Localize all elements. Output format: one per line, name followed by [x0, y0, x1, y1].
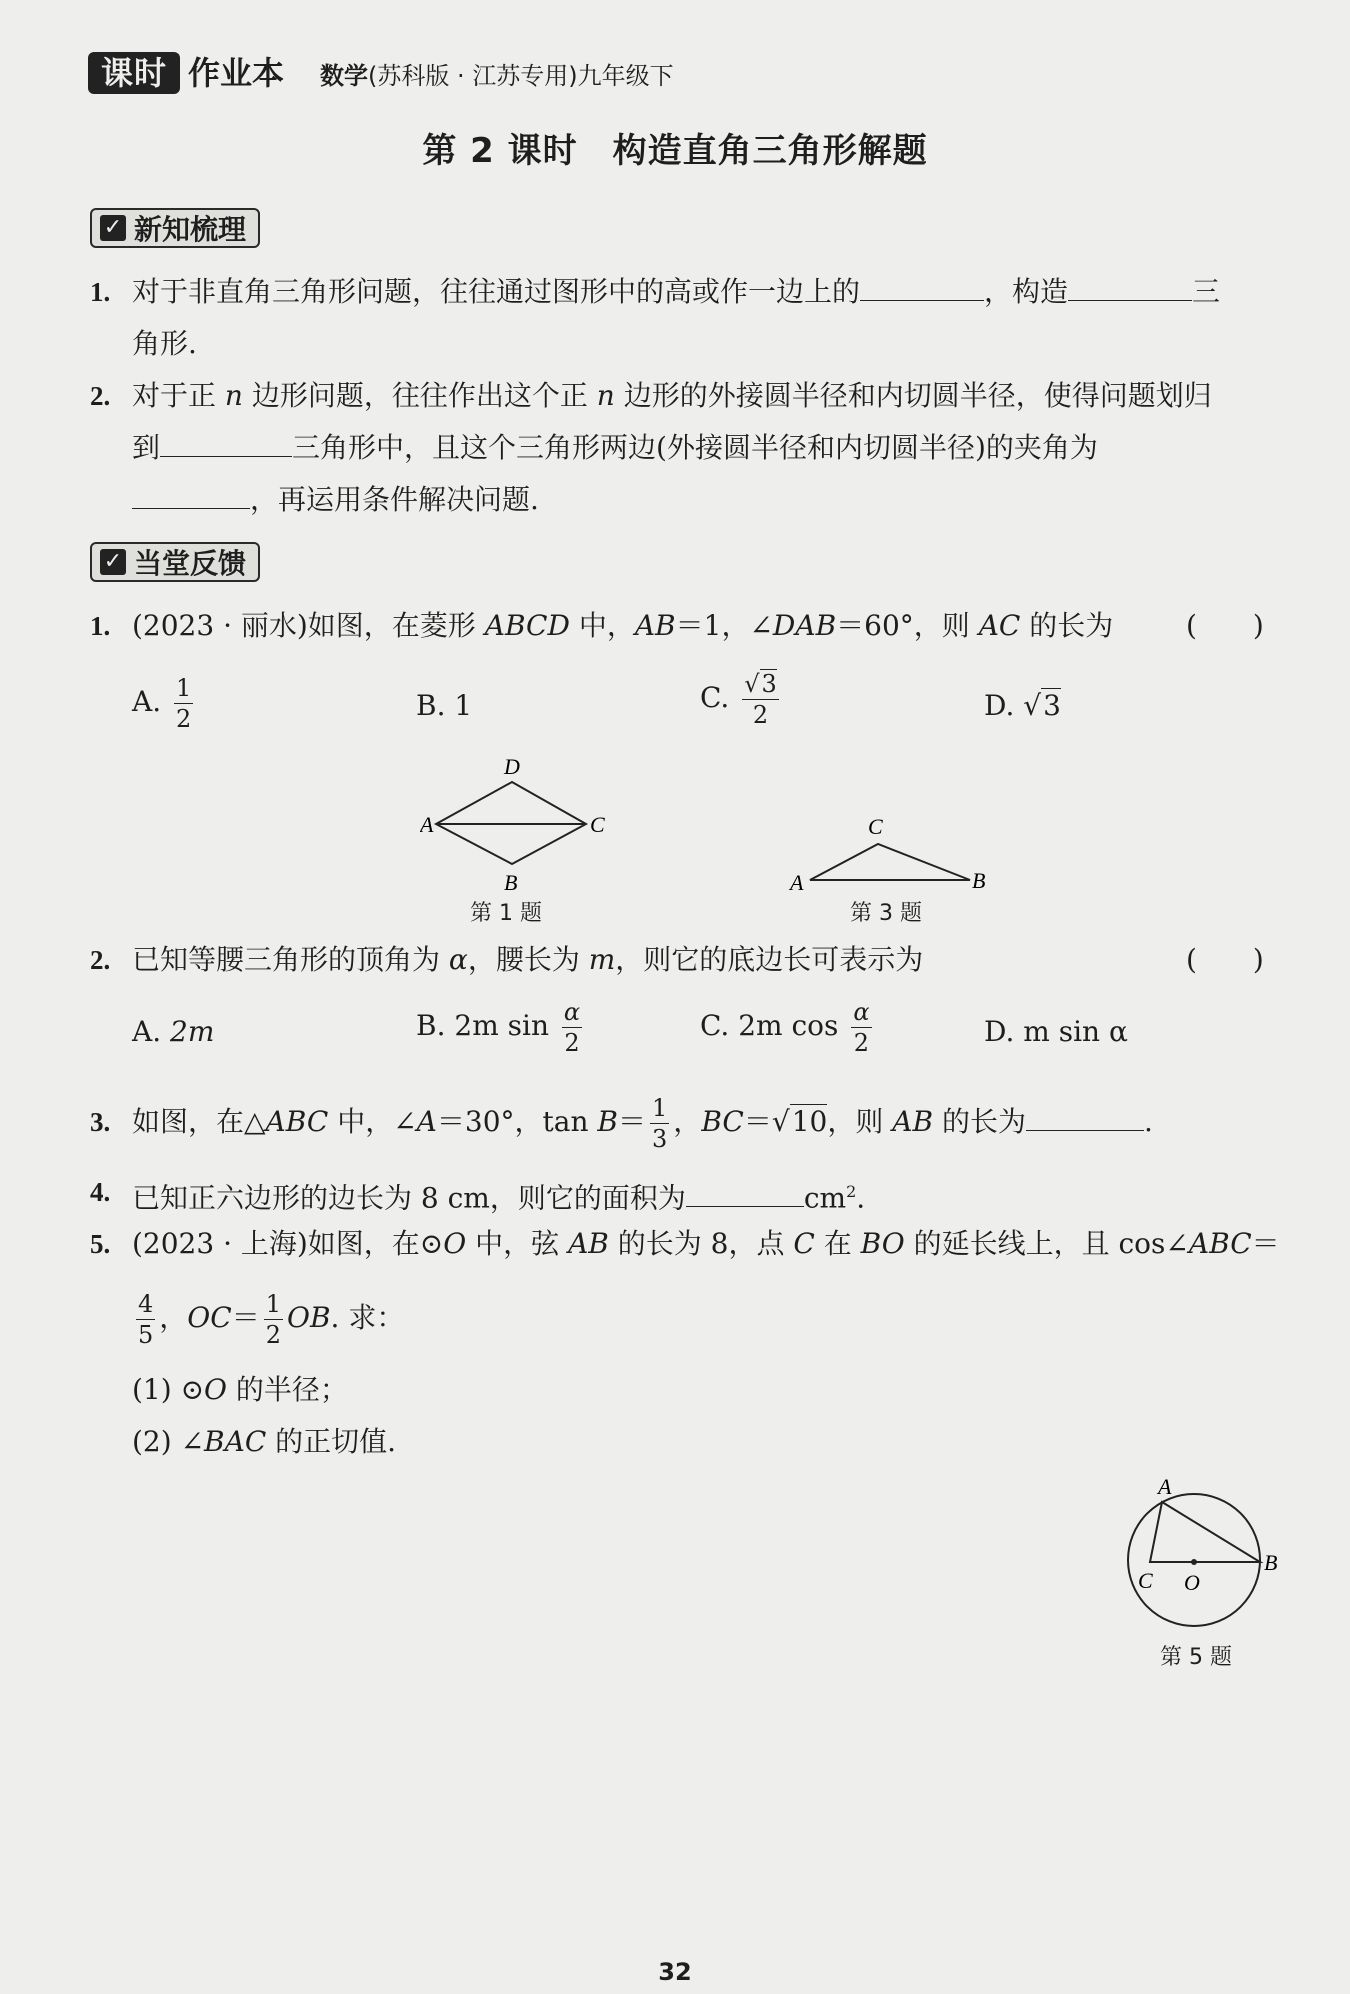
denominator: 2	[853, 1029, 870, 1057]
subject-label: 数学	[320, 62, 368, 90]
option-a[interactable]	[132, 1012, 214, 1052]
review-q2-line1	[132, 376, 1212, 416]
text: 如图，在△	[132, 1105, 266, 1138]
review-q2-line3	[132, 480, 539, 520]
option-c[interactable]	[700, 672, 783, 727]
label-b: B	[504, 870, 518, 895]
text: ，	[673, 1105, 702, 1138]
var-m: m	[588, 943, 616, 976]
var: AB	[892, 1105, 934, 1138]
feedback-q5-sub1	[132, 1370, 348, 1410]
denominator: 2	[752, 701, 769, 729]
var: DAB	[772, 609, 837, 642]
option-label: D.	[984, 1015, 1015, 1048]
answer-blank[interactable]	[1026, 1102, 1144, 1131]
text: .	[1143, 1105, 1153, 1138]
var-alpha: α	[448, 943, 468, 976]
question-number: 3.	[90, 1107, 111, 1137]
question-number: 2.	[90, 945, 111, 975]
denominator: 2	[176, 705, 192, 733]
label-a: A	[1158, 1474, 1172, 1499]
feedback-q5-line1	[132, 1224, 1280, 1264]
brand-logo: 课时	[88, 52, 180, 94]
option-d[interactable]	[984, 686, 1061, 726]
lesson-title: 第 2 课时 构造直角三角形解题	[422, 131, 928, 171]
var: O	[443, 1227, 467, 1260]
text: (2023 · 上海)如图，在⊙	[132, 1227, 444, 1260]
figure-caption: 第 1 题	[470, 901, 542, 926]
label-a: A	[420, 812, 434, 837]
var: OC	[187, 1301, 232, 1334]
text: 到	[132, 431, 161, 464]
label-c: C	[868, 814, 883, 839]
numerator: 1	[176, 674, 192, 702]
numerator: √3	[744, 670, 777, 698]
numerator: α	[563, 998, 581, 1026]
figure-rhombus	[420, 752, 620, 912]
review-q1-line2: 角形.	[132, 327, 197, 360]
text: 中，∠	[328, 1105, 417, 1138]
radicand: 3	[761, 670, 777, 698]
var: BC	[701, 1105, 744, 1138]
var: BO	[860, 1227, 905, 1260]
review-q1-line1	[132, 272, 1220, 312]
text: ＝	[618, 1105, 647, 1138]
section-header-review	[90, 208, 260, 248]
triangle-shape	[810, 844, 970, 880]
denominator: 3	[652, 1125, 668, 1153]
option-label: D.	[984, 689, 1015, 722]
feedback-q5-sub2	[132, 1422, 396, 1462]
option-value: m sin α	[1023, 1015, 1128, 1048]
option-label: A.	[132, 1015, 162, 1048]
numerator: 1	[652, 1094, 668, 1122]
text: ，再运用条件解决问题.	[250, 483, 539, 516]
question-number: 1.	[90, 277, 111, 307]
option-label: B.	[416, 1009, 446, 1042]
text: 在	[814, 1227, 861, 1260]
figure-circle	[1100, 1468, 1290, 1638]
text: 对于非直角三角形问题，往往通过图形中的高或作一边上的	[132, 275, 861, 308]
option-b[interactable]: B. 1	[416, 689, 473, 722]
text: 边形的外接圆半径和内切圆半径，使得问题划归	[614, 379, 1212, 412]
feedback-q4-stem	[132, 1172, 865, 1218]
text: ，则它的底边长可表示为	[615, 943, 924, 976]
var-n: n	[596, 379, 615, 412]
option-value: 2m cos	[738, 1009, 839, 1042]
fraction	[264, 1292, 283, 1347]
label-d: D	[504, 754, 520, 779]
var-n: n	[224, 379, 243, 412]
section-label: 当堂反馈	[134, 547, 247, 580]
option-value: 2m	[170, 1015, 215, 1048]
figure-caption: 第 3 题	[850, 901, 922, 926]
figure-triangle	[780, 808, 1010, 898]
label-b: B	[1264, 1550, 1278, 1575]
radicand: 10	[791, 1105, 828, 1138]
triangle-abc	[1150, 1502, 1260, 1562]
question-number: 1.	[90, 611, 111, 641]
label-o: O	[1184, 1570, 1200, 1595]
var: AB	[634, 609, 676, 642]
option-a[interactable]	[132, 676, 197, 731]
feedback-q5-line2	[132, 1286, 404, 1350]
radicand: 3	[1043, 689, 1061, 722]
text: ，则	[827, 1105, 893, 1138]
answer-paren[interactable]: ( )	[1186, 943, 1264, 976]
var: ABC	[1188, 1227, 1252, 1260]
text: ，	[159, 1301, 188, 1334]
text: ＝1，∠	[675, 609, 773, 642]
var: BAC	[204, 1425, 267, 1458]
text: 的延长线上，且 cos∠	[904, 1227, 1189, 1260]
text: ，构造	[984, 275, 1069, 308]
var: O	[204, 1373, 227, 1406]
option-label: A.	[132, 685, 162, 718]
text: (2) ∠	[132, 1425, 205, 1458]
text: 对于正	[132, 379, 225, 412]
text: 的长为	[1020, 609, 1114, 642]
var: ABC	[265, 1105, 329, 1138]
fraction	[650, 1096, 669, 1151]
text: 三	[1192, 275, 1221, 308]
option-label: C.	[700, 1009, 730, 1042]
sqrt-sign: √	[771, 1105, 790, 1138]
checkbox-icon: ✓	[100, 549, 126, 575]
text: ，腰长为	[467, 943, 589, 976]
var: ABCD	[484, 609, 570, 642]
book-subtitle	[320, 60, 674, 92]
fraction	[136, 1292, 155, 1347]
var: OB	[286, 1301, 331, 1334]
fraction	[562, 1000, 582, 1055]
answer-blank[interactable]	[860, 272, 984, 301]
denominator: 5	[138, 1321, 154, 1349]
sqrt-sign: √	[1023, 689, 1042, 722]
text: 的正切值.	[266, 1425, 397, 1458]
denominator: 2	[265, 1321, 281, 1349]
feedback-q3-stem	[132, 1090, 1153, 1154]
question-number: 4.	[90, 1177, 111, 1207]
text: ＝60°，则	[836, 609, 979, 642]
text: 的半径；	[227, 1373, 348, 1406]
page-number: 32	[658, 1958, 692, 1986]
text: 已知等腰三角形的顶角为	[132, 943, 449, 976]
answer-blank[interactable]	[1068, 272, 1192, 301]
section-header-feedback	[90, 542, 260, 582]
label-c: C	[1138, 1568, 1153, 1593]
question-number: 5.	[90, 1229, 111, 1259]
numerator: 4	[138, 1290, 154, 1318]
text: 三角形中，且这个三角形两边(外接圆半径和内切圆半径)的夹角为	[292, 431, 1098, 464]
option-value: 2m sin	[454, 1009, 550, 1042]
var: A	[416, 1105, 437, 1138]
text: 中，弦	[466, 1227, 569, 1260]
text: ＝	[743, 1105, 772, 1138]
var: B	[597, 1105, 618, 1138]
fraction	[851, 1000, 871, 1055]
var: AB	[568, 1227, 609, 1260]
var: C	[793, 1227, 815, 1260]
question-number: 2.	[90, 381, 111, 411]
fraction	[742, 672, 779, 727]
answer-blank[interactable]	[132, 480, 250, 509]
figure-caption: 第 5 题	[1160, 1645, 1232, 1670]
answer-paren[interactable]: ( )	[1186, 609, 1264, 642]
text: 的长为 8，点	[608, 1227, 794, 1260]
feedback-q2-stem	[132, 940, 923, 980]
fraction	[174, 676, 193, 731]
text: 已知正六边形的边长为 8 cm，则它的面积为	[132, 1181, 686, 1215]
review-q2-line2	[132, 428, 1098, 468]
edition-label: (苏科版 · 江苏专用)九年级下	[368, 62, 674, 90]
checkbox-icon: ✓	[100, 215, 126, 241]
text: . 求：	[330, 1301, 405, 1334]
brand-name: 作业本	[188, 54, 285, 92]
option-label: C.	[700, 681, 730, 714]
text: .	[856, 1181, 866, 1215]
section-label: 新知梳理	[134, 213, 247, 246]
option-b[interactable]	[416, 1000, 586, 1055]
text: cm	[803, 1181, 847, 1215]
option-d[interactable]	[984, 1012, 1128, 1052]
text: 的长为	[933, 1105, 1026, 1138]
superscript: 2	[846, 1182, 857, 1201]
denominator: 2	[564, 1029, 580, 1057]
numerator: 1	[265, 1290, 281, 1318]
answer-blank[interactable]	[160, 428, 292, 457]
text: ＝	[231, 1301, 260, 1334]
center-point	[1191, 1559, 1197, 1565]
var: AC	[978, 609, 1021, 642]
answer-blank[interactable]	[686, 1178, 804, 1207]
text: (2023 · 丽水)如图，在菱形	[132, 609, 485, 642]
numerator: α	[853, 998, 870, 1026]
label-c: C	[590, 812, 605, 837]
feedback-q1-stem	[132, 606, 1113, 646]
text: ＝30°，tan	[436, 1105, 598, 1138]
text: (1) ⊙	[132, 1373, 205, 1406]
label-a: A	[790, 870, 804, 895]
text: ＝	[1251, 1227, 1280, 1260]
label-b: B	[972, 868, 986, 893]
text: 边形问题，往往作出这个正	[242, 379, 597, 412]
option-c[interactable]	[700, 1000, 876, 1055]
text: 中，	[569, 609, 635, 642]
